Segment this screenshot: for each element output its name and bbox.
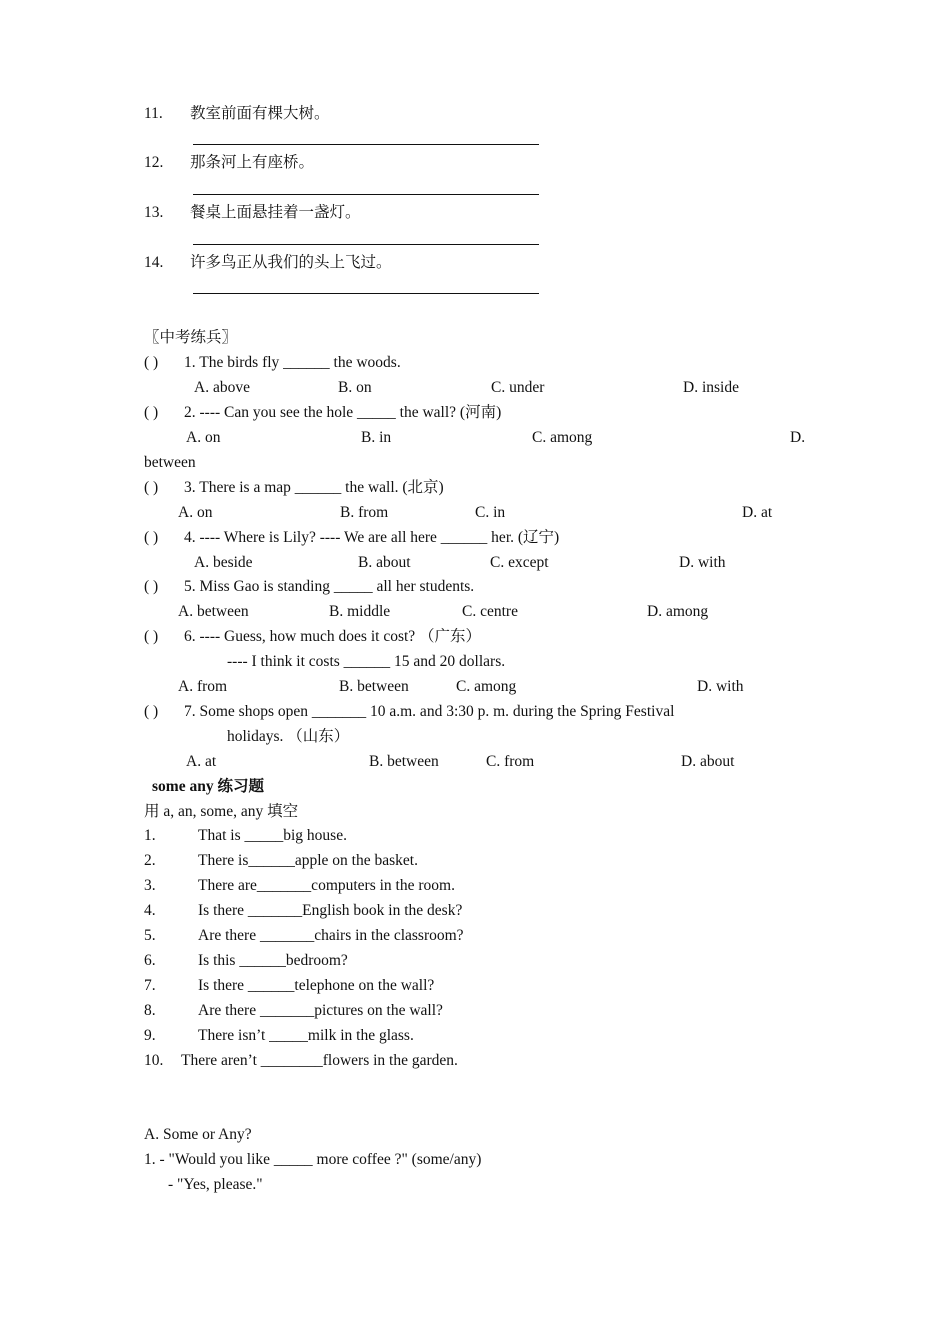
question-stem: 1. The birds fly ______ the woods. [184, 354, 401, 371]
answer-paren: ( ) [144, 404, 159, 421]
item-number: 10. [144, 1052, 164, 1069]
option: D. [790, 429, 806, 446]
answer-paren: ( ) [144, 703, 159, 720]
item-number: 2. [144, 852, 156, 869]
item-text: There aren’t ________flowers in the garden. [181, 1052, 458, 1069]
option: A. from [178, 678, 228, 695]
item-number: 9. [144, 1027, 156, 1044]
answer-line [193, 194, 539, 195]
option: A. on [186, 429, 221, 446]
option: C. in [475, 504, 506, 521]
question-stem-continued: holidays. （山东） [227, 728, 350, 745]
item-text: Are there _______pictures on the wall? [198, 1002, 443, 1019]
answer-paren: ( ) [144, 578, 159, 595]
option: B. between [339, 678, 409, 695]
item-number: 7. [144, 977, 156, 994]
item-text: There are_______computers in the room. [198, 877, 455, 894]
option: D. inside [683, 379, 739, 396]
question-stem-continued: ---- I think it costs ______ 15 and 20 dollars. [227, 653, 506, 670]
item-text: Is there _______English book in the desk? [198, 902, 463, 919]
option: B. from [340, 504, 389, 521]
question-stem: 6. ---- Guess, how much does it cost? （广东） [184, 628, 482, 645]
item-text: 餐桌上面悬挂着一盏灯。 [190, 204, 361, 221]
option: B. between [369, 753, 439, 770]
option: B. in [361, 429, 392, 446]
question-stem: 5. Miss Gao is standing _____ all her students. [184, 578, 475, 595]
item-number: 5. [144, 927, 156, 944]
item-number: 4. [144, 902, 156, 919]
item-number: 3. [144, 877, 156, 894]
option: A. above [194, 379, 250, 396]
answer-paren: ( ) [144, 628, 159, 645]
answer-paren: ( ) [144, 354, 159, 371]
question-stem: 1. - "Would you like _____ more coffee ?" (some/any) [144, 1151, 482, 1168]
answer-line [193, 244, 539, 245]
option: C. under [491, 379, 545, 396]
option-wrap: between [144, 454, 196, 471]
item-text: Is this ______bedroom? [198, 952, 348, 969]
question-stem: 2. ---- Can you see the hole _____ the wall? (河南) [184, 404, 502, 421]
item-text: 教室前面有棵大树。 [190, 105, 330, 122]
section-heading: 〖中考练兵〗 [144, 329, 238, 346]
item-text: Are there _______chairs in the classroom? [198, 927, 464, 944]
item-number: 11. [144, 105, 163, 122]
item-number: 12. [144, 154, 164, 171]
answer-line [193, 144, 539, 145]
option: D. about [681, 753, 735, 770]
item-number: 13. [144, 204, 164, 221]
question-stem: 4. ---- Where is Lily? ---- We are all here ______ her. (辽宁) [184, 529, 560, 546]
item-number: 14. [144, 254, 164, 271]
question-response: - "Yes, please." [168, 1176, 263, 1193]
section-title: some any 练习题 [152, 778, 264, 795]
item-number: 6. [144, 952, 156, 969]
item-text: 许多鸟正从我们的头上飞过。 [190, 254, 392, 271]
item-text: There isn’t _____milk in the glass. [198, 1027, 414, 1044]
option: A. beside [194, 554, 253, 571]
item-number: 8. [144, 1002, 156, 1019]
option: B. middle [329, 603, 391, 620]
option: A. on [178, 504, 213, 521]
option: C. among [532, 429, 593, 446]
option: C. except [490, 554, 549, 571]
item-text: There is______apple on the basket. [198, 852, 418, 869]
option: C. from [486, 753, 535, 770]
option: B. about [358, 554, 411, 571]
answer-line [193, 293, 539, 294]
item-number: 1. [144, 827, 156, 844]
option: B. on [338, 379, 372, 396]
instruction: 用 a, an, some, any 填空 [144, 803, 299, 820]
option: A. at [186, 753, 217, 770]
item-text: Is there ______telephone on the wall? [198, 977, 435, 994]
answer-paren: ( ) [144, 529, 159, 546]
section-title: A. Some or Any? [144, 1126, 252, 1143]
option: D. among [647, 603, 709, 620]
option: D. with [697, 678, 744, 695]
option: A. between [178, 603, 249, 620]
question-stem: 7. Some shops open _______ 10 a.m. and 3:30 p. m. during the Spring Festival [184, 703, 675, 720]
answer-paren: ( ) [144, 479, 159, 496]
option: C. among [456, 678, 517, 695]
question-stem: 3. There is a map ______ the wall. (北京) [184, 479, 444, 496]
option: D. at [742, 504, 773, 521]
option: D. with [679, 554, 726, 571]
item-text: That is _____big house. [198, 827, 347, 844]
item-text: 那条河上有座桥。 [190, 154, 315, 171]
option: C. centre [462, 603, 518, 620]
